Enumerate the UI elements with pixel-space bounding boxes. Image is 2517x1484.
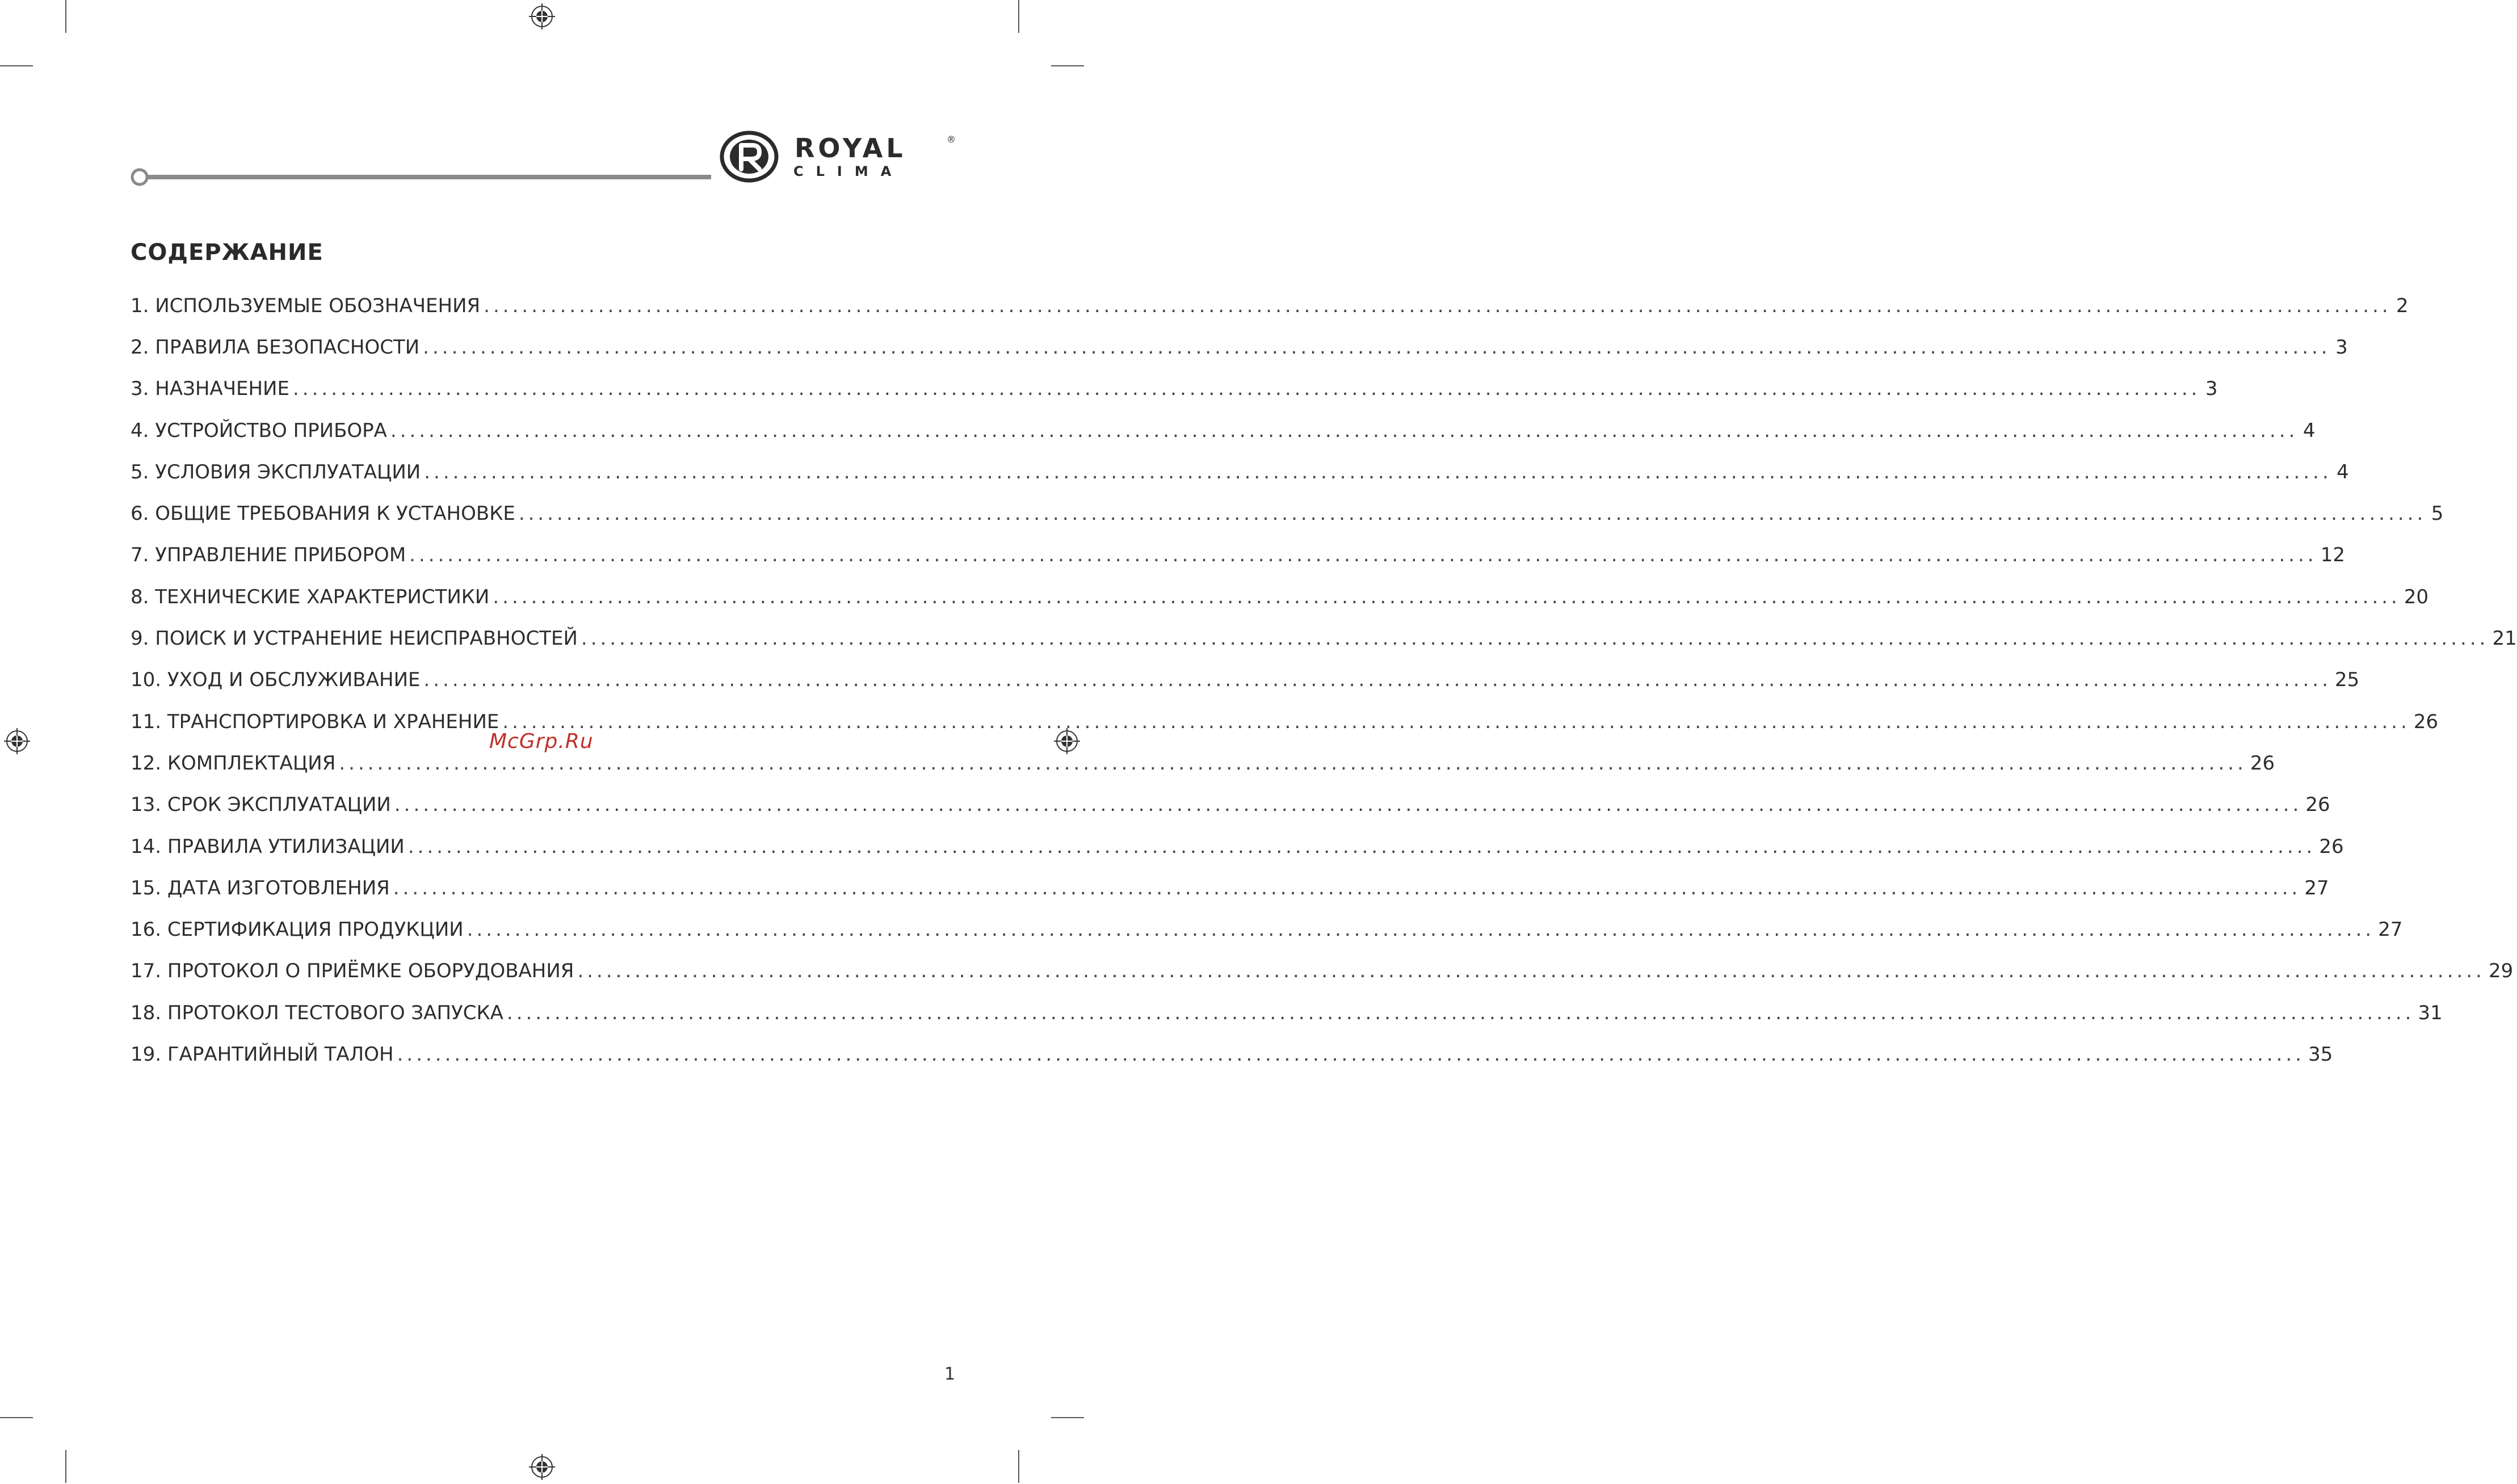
toc-leader-dots: ........................................................................................................................................................................................................ [424, 460, 2332, 484]
toc-leader-dots: ........................................................................................................................................................................................................ [393, 876, 2301, 899]
toc-leader-dots: ........................................................................................................................................................................................................ [467, 918, 2375, 941]
royal-clima-emblem-icon [720, 128, 781, 185]
header-decor-line [129, 173, 711, 180]
toc-leader-dots: ........................................................................................................................................................................................................ [409, 544, 2317, 567]
toc-entry[interactable] [131, 368, 2218, 410]
toc-entry-label: 11. ТРАНСПОРТИРОВКА И ХРАНЕНИЕ [131, 710, 499, 733]
table-of-contents [131, 285, 2517, 1075]
toc-entry[interactable] [131, 867, 2329, 909]
toc-leader-dots: ........................................................................................................................................................................................................ [518, 502, 2427, 526]
brand-name: ROYAL [795, 133, 906, 163]
toc-entry-page: 2 [2396, 294, 2409, 317]
registration-mark-icon [4, 728, 30, 754]
toc-leader-dots: ........................................................................................................................................................................................................ [292, 377, 2201, 401]
toc-entry-label: 4. УСТРОЙСТВО ПРИБОРА [131, 419, 387, 442]
toc-entry-label: 8. ТЕХНИЧЕСКИЕ ХАРАКТЕРИСТИКИ [131, 585, 490, 608]
toc-leader-dots: ........................................................................................................................................................................................................ [407, 835, 2316, 858]
toc-entry[interactable] [131, 493, 2444, 534]
toc-leader-dots: ........................................................................................................................................................................................................ [423, 335, 2331, 359]
crop-mark-top-left-h [0, 65, 33, 66]
toc-entry-label: 5. УСЛОВИЯ ЭКСПЛУАТАЦИИ [131, 460, 421, 484]
toc-leader-dots: ........................................................................................................................................................................................................ [423, 669, 2332, 692]
toc-leader-dots: ........................................................................................................................................................................................................ [339, 751, 2247, 775]
toc-entry-page: 26 [2250, 751, 2275, 775]
toc-leader-dots: ........................................................................................................................................................................................................ [394, 793, 2302, 817]
toc-entry[interactable] [131, 784, 2330, 826]
toc-leader-dots: ........................................................................................................................................................................................................ [581, 627, 2489, 650]
toc-entry-label: 3. НАЗНАЧЕНИЕ [131, 377, 289, 401]
toc-entry-label: 6. ОБЩИЕ ТРЕБОВАНИЯ К УСТАНОВКЕ [131, 502, 515, 526]
toc-entry-page: 3 [2205, 377, 2218, 401]
toc-entry[interactable] [131, 1033, 2333, 1075]
toc-entry-page: 27 [2304, 876, 2329, 899]
toc-entry-label: 17. ПРОТОКОЛ О ПРИЁМКЕ ОБОРУДОВАНИЯ [131, 960, 574, 983]
toc-entry-page: 4 [2337, 460, 2349, 484]
toc-entry-label: 9. ПОИСК И УСТРАНЕНИЕ НЕИСПРАВНОСТЕЙ [131, 627, 578, 650]
toc-entry[interactable] [131, 535, 2345, 576]
toc-entry-label: 2. ПРАВИЛА БЕЗОПАСНОСТИ [131, 335, 420, 359]
toc-entry-label: 16. СЕРТИФИКАЦИЯ ПРОДУКЦИИ [131, 918, 464, 941]
toc-leader-dots: ........................................................................................................................................................................................................ [484, 294, 2392, 317]
toc-entry[interactable] [131, 285, 2409, 326]
crop-mark-bottom-left [65, 1450, 66, 1483]
toc-entry-page: 12 [2320, 544, 2345, 567]
toc-entry-page: 26 [2319, 835, 2344, 858]
toc-leader-dots: ........................................................................................................................................................................................................ [493, 585, 2401, 608]
toc-entry-label: 18. ПРОТОКОЛ ТЕСТОВОГО ЗАПУСКА [131, 1001, 503, 1024]
toc-entry-page: 35 [2308, 1042, 2333, 1066]
toc-entry[interactable] [131, 659, 2360, 701]
toc-entry-label: 12. КОМПЛЕКТАЦИЯ [131, 751, 336, 775]
brand-logo [720, 128, 958, 185]
toc-entry-page: 31 [2418, 1001, 2443, 1024]
toc-leader-dots: ........................................................................................................................................................................................................ [397, 1042, 2305, 1066]
toc-entry[interactable] [131, 826, 2344, 867]
toc-leader-dots: ........................................................................................................................................................................................................ [390, 419, 2299, 442]
toc-entry-label: 1. ИСПОЛЬЗУЕМЫЕ ОБОЗНАЧЕНИЯ [131, 294, 481, 317]
toc-entry-page: 25 [2335, 669, 2360, 692]
crop-mark-top-right-h [1051, 65, 1084, 66]
page-number: 1 [944, 1364, 956, 1384]
watermark: McGrp.Ru [489, 730, 594, 753]
registration-mark-icon [529, 3, 555, 30]
toc-entry-page: 20 [2403, 585, 2429, 608]
toc-leader-dots: ........................................................................................................................................................................................................ [502, 710, 2410, 733]
toc-entry-page: 21 [2492, 627, 2517, 650]
crop-mark-bottom-right-h [1051, 1417, 1084, 1418]
toc-entry[interactable] [131, 992, 2443, 1033]
toc-entry[interactable] [131, 410, 2316, 451]
crop-mark-top-right [1018, 0, 1019, 33]
crop-mark-bottom-right [1018, 1450, 1019, 1483]
toc-entry-page: 26 [2413, 710, 2439, 733]
toc-entry-page: 3 [2335, 335, 2348, 359]
toc-entry[interactable] [131, 951, 2514, 992]
toc-entry-label: 14. ПРАВИЛА УТИЛИЗАЦИИ [131, 835, 405, 858]
toc-entry[interactable] [131, 909, 2403, 950]
toc-entry-page: 26 [2305, 793, 2330, 817]
crop-mark-bottom-left-h [0, 1417, 33, 1418]
crop-mark-top-left [65, 0, 66, 33]
toc-leader-dots: ........................................................................................................................................................................................................ [577, 960, 2485, 983]
registered-mark: ® [947, 134, 956, 145]
toc-entry-label: 7. УПРАВЛЕНИЕ ПРИБОРОМ [131, 544, 406, 567]
toc-entry-label: 10. УХОД И ОБСЛУЖИВАНИЕ [131, 669, 421, 692]
toc-entry-page: 5 [2431, 502, 2444, 526]
toc-entry[interactable] [131, 617, 2517, 659]
toc-entry-label: 19. ГАРАНТИЙНЫЙ ТАЛОН [131, 1042, 394, 1066]
toc-entry[interactable] [131, 451, 2349, 493]
toc-entry[interactable] [131, 576, 2429, 617]
toc-entry-page: 27 [2378, 918, 2403, 941]
toc-entry-page: 29 [2488, 960, 2514, 983]
toc-entry[interactable] [131, 326, 2348, 368]
toc-title: СОДЕРЖАНИЕ [131, 239, 323, 266]
toc-entry-label: 13. СРОК ЭКСПЛУАТАЦИИ [131, 793, 391, 817]
toc-entry-label: 15. ДАТА ИЗГОТОВЛЕНИЯ [131, 876, 390, 899]
brand-sub: CLIMA [793, 163, 904, 179]
toc-leader-dots: ........................................................................................................................................................................................................ [506, 1001, 2415, 1024]
registration-mark-icon [529, 1454, 555, 1480]
toc-entry-page: 4 [2302, 419, 2316, 442]
